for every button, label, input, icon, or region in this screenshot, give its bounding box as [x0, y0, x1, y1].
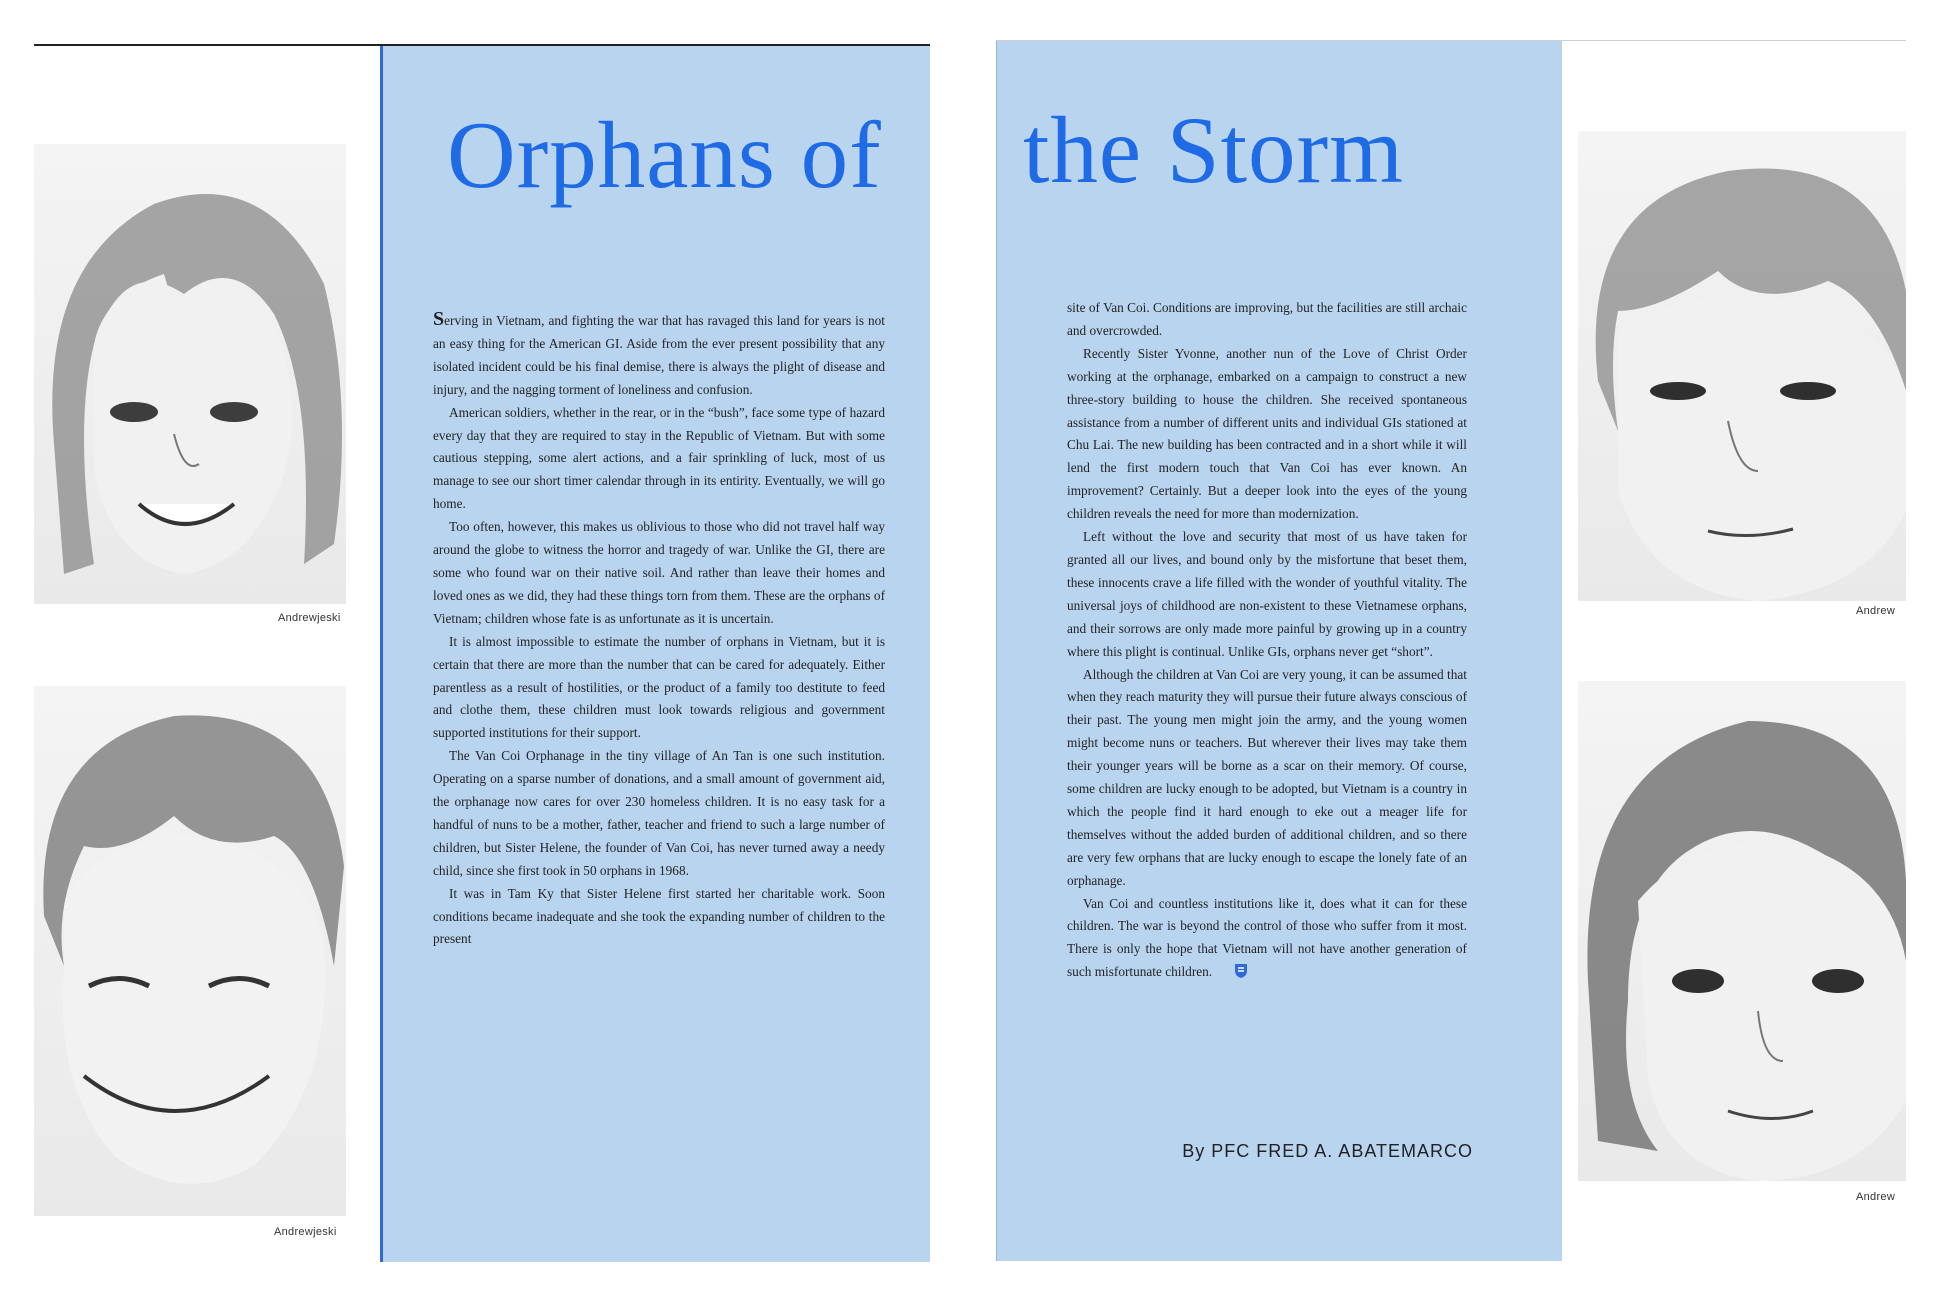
drop-cap: S: [433, 308, 445, 330]
boy-portrait-sketch: [1578, 131, 1906, 601]
girl-portrait-sketch: [1578, 681, 1906, 1181]
article-panel-right: [996, 41, 1566, 1261]
girl-portrait-sketch: [34, 144, 346, 604]
article-paragraph: It was in Tam Ky that Sister Helene first started her charitable work. Soon conditions became inadequate and she took the expanding number of children to the present: [433, 885, 885, 947]
girl-face-drawing: [1578, 681, 1906, 1181]
article-panel-left: [380, 46, 933, 1262]
article-paragraph: Recently Sister Yvonne, another nun of the Love of Christ Order working at the orphanage, embarked on a campaign to construct a new three-story building to house the children. She received spontaneous assistance from a number of different units and individual GIs stationed at Chu Lai. The new building has been contracted and in a short while it will lend the first modern touch that Van Coi has ever known. An improvement? Certainly. But a deeper look into the eyes of the young children reveals the need for more than modernization.: [1067, 345, 1467, 522]
left-page: [34, 44, 930, 1262]
right-portrait-column: [1562, 41, 1906, 1261]
photo-credit: Andrewjeski: [274, 1226, 337, 1238]
page-gutter: [930, 0, 996, 1290]
shield-icon: [1218, 963, 1248, 987]
article-column-2: [1067, 297, 1467, 987]
boy-portrait-sketch: [34, 686, 346, 1216]
article-paragraph: Serving in Vietnam, and fighting the war that has ravaged this land for years is not an easy thing for the American GI. Aside from the ever present possibility that any isolated incident could be his final demise, there is always the plight of disease and injury, and the nagging torment of loneliness and confusion.: [433, 308, 885, 397]
girl-face-drawing: [34, 144, 346, 604]
article-paragraph: It is almost impossible to estimate the number of orphans in Vietnam, but it is certain that there are more than the number that can be cared for adequately. Either parentless as a result of hostilities, or the product of a family too destitute to feed and clothe them, these children must look towards religious and government supported institutions for their support.: [433, 633, 885, 741]
right-page: [996, 40, 1906, 1261]
boy-face-drawing: [1578, 131, 1906, 601]
article-paragraph: Too often, however, this makes us oblivious to those who did not travel half way around the globe to witness the horror and tragedy of war. Unlike the GI, there are some who found war on their native soil. And rather than leave their homes and loved ones as we did, they had these things torn from them. These are the orphans of Vietnam; children whose fate is as unfortunate as it is uncertain.: [433, 519, 885, 626]
article-paragraph: Van Coi and countless institutions like it, does what it can for these children. The war is beyond the control of those who suffer from it most. There is only the hope that Vietnam will not have another generation of such misfortunate children.: [1067, 893, 1467, 988]
photo-credit: Andrewjeski: [278, 612, 341, 624]
left-portrait-column: [34, 46, 380, 1262]
photo-credit: Andrew: [1856, 605, 1896, 617]
article-title-part-2: the Storm: [1023, 97, 1405, 203]
article-title-part-1: Orphans of: [447, 102, 882, 208]
article-paragraph: Left without the love and security that most of us have taken for granted all our lives, and bound only by the misfortune that beset them, these innocents crave a life filled with the wonder of youthful vitality. The universal joys of childhood are non-existent to these Vietnamese orphans, and their sorrows are only made more painful by growing up in a country where this plight is continual. Unlike GIs, orphans never get “short”.: [1067, 529, 1467, 659]
article-paragraph: Although the children at Van Coi are very young, it can be assumed that when they reach maturity they will pursue their future always conscious of their past. The young men might join the army, and the young women might become nuns or teachers. But wherever their lives may take them their younger years will be borne as a scar on their memory. Of course, some children are lucky enough to be adopted, but Vietnam is a country in which the people find it hard enough to eke out a meager life for themselves without the added burden of additional children, and so there are very few orphans that are lucky enough to escape the lonely fate of an orphanage.: [1067, 666, 1467, 888]
article-column-1: [433, 308, 885, 951]
article-paragraph: site of Van Coi. Conditions are improving, but the facilities are still archaic and overcrowded.: [1067, 300, 1467, 338]
boy-face-drawing: [34, 686, 346, 1216]
photo-credit: Andrew: [1856, 1191, 1896, 1203]
article-paragraph: The Van Coi Orphanage in the tiny village of An Tan is one such institution. Operating on a sparse number of donations, and a small amount of government aid, the orphanage now cares for over 230 homeless children. It is no easy task for a handful of nuns to be a mother, father, teacher and friend to such a large number of children, but Sister Helene, the founder of Van Coi, has never turned away a needy child, since she first took in 50 orphans in 1968.: [433, 748, 885, 878]
article-paragraph: American soldiers, whether in the rear, or in the “bush”, face some type of hazard every day that they are required to stay in the Republic of Vietnam. But with some cautious stepping, some alert actions, and a fair sprinkling of luck, most of us manage to see our short timer calendar through in its entirity. Eventually, we will go home.: [433, 404, 885, 512]
article-byline: By PFC FRED A. ABATEMARCO: [1182, 1141, 1473, 1161]
